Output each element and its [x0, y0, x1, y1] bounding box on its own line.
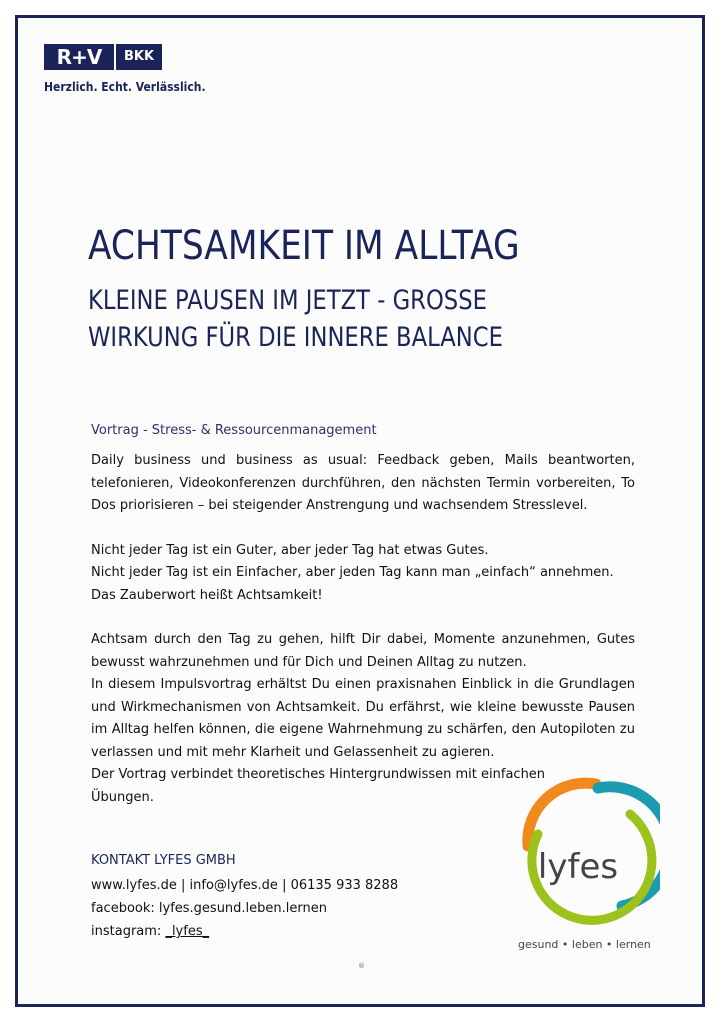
- registered-mark: ®: [358, 962, 365, 970]
- lyfes-logo: [510, 774, 660, 934]
- subtitle-line-1: KLEINE PAUSEN IM JETZT - GROSSE: [88, 285, 487, 316]
- contact-web-mail-phone: www.lyfes.de | info@lyfes.de | 06135 933 8288: [91, 878, 399, 893]
- page-subtitle: [88, 282, 626, 356]
- contact-heading: KONTAKT LYFES GMBH: [91, 853, 236, 868]
- category-label: Vortrag - Stress- & Ressourcenmanagement: [91, 423, 377, 438]
- subtitle-line-2: WIRKUNG FÜR DIE INNERE BALANCE: [88, 322, 503, 353]
- paragraph-closing-2: Übungen.: [91, 789, 154, 805]
- paragraph-closing-1: Der Vortrag verbindet theoretisches Hintergrundwissen mit einfachen: [91, 767, 546, 782]
- paragraph-impulse: In diesem Impulsvortrag erhältst Du einen praxisnahen Einblick in die Grundlagen und Wirkmechanismen von Achtsamkeit. Du erfährst, wie kleine bewusste Pausen im Alltag helfen können, die eigene Wahrnehmung zu schärfen, den Autopiloten zu verlassen und mit mehr Klarheit und Gelassenheit zu agieren.: [91, 677, 635, 760]
- paragraph-intro: Daily business und business as usual: Feedback geben, Mails beantworten, telefonieren, Videokonferenzen durchführen, den nächsten Termin vorbereiten, To Dos priorisieren – bei steigender Anstrengung und wachsendem Stresslevel.: [91, 453, 635, 513]
- instagram-handle: _lyfes_: [165, 924, 210, 939]
- paragraph-easy-day: Nicht jeder Tag ist ein Einfacher, aber jeden Tag kann man „einfach“ annehmen. Das Zauberwort heißt Achtsamkeit!: [91, 565, 614, 603]
- paragraph-mindful: Achtsam durch den Tag zu gehen, hilft Dir dabei, Momente anzunehmen, Gutes bewusst wahrzunehmen und für Dich und Deinen Alltag zu nutzen.: [91, 632, 635, 670]
- contact-instagram: [91, 920, 398, 943]
- logo-bkk-block: BKK: [116, 44, 162, 70]
- body-text: [91, 450, 635, 809]
- lyfes-wordmark: lyfes: [537, 847, 619, 887]
- logo-tagline: Herzlich. Echt. Verlässlich.: [44, 80, 206, 94]
- contact-facebook: facebook: lyfes.gesund.leben.lernen: [91, 901, 327, 916]
- logo-rv-block: R+V: [44, 44, 114, 70]
- contact-block: [91, 874, 398, 943]
- instagram-prefix: instagram:: [91, 924, 166, 939]
- page-title: ACHTSAMKEIT IM ALLTAG: [88, 223, 520, 269]
- lyfes-tagline: gesund • leben • lernen: [518, 938, 651, 951]
- paragraph-good-day: Nicht jeder Tag ist ein Guter, aber jeder Tag hat etwas Gutes.: [91, 542, 489, 558]
